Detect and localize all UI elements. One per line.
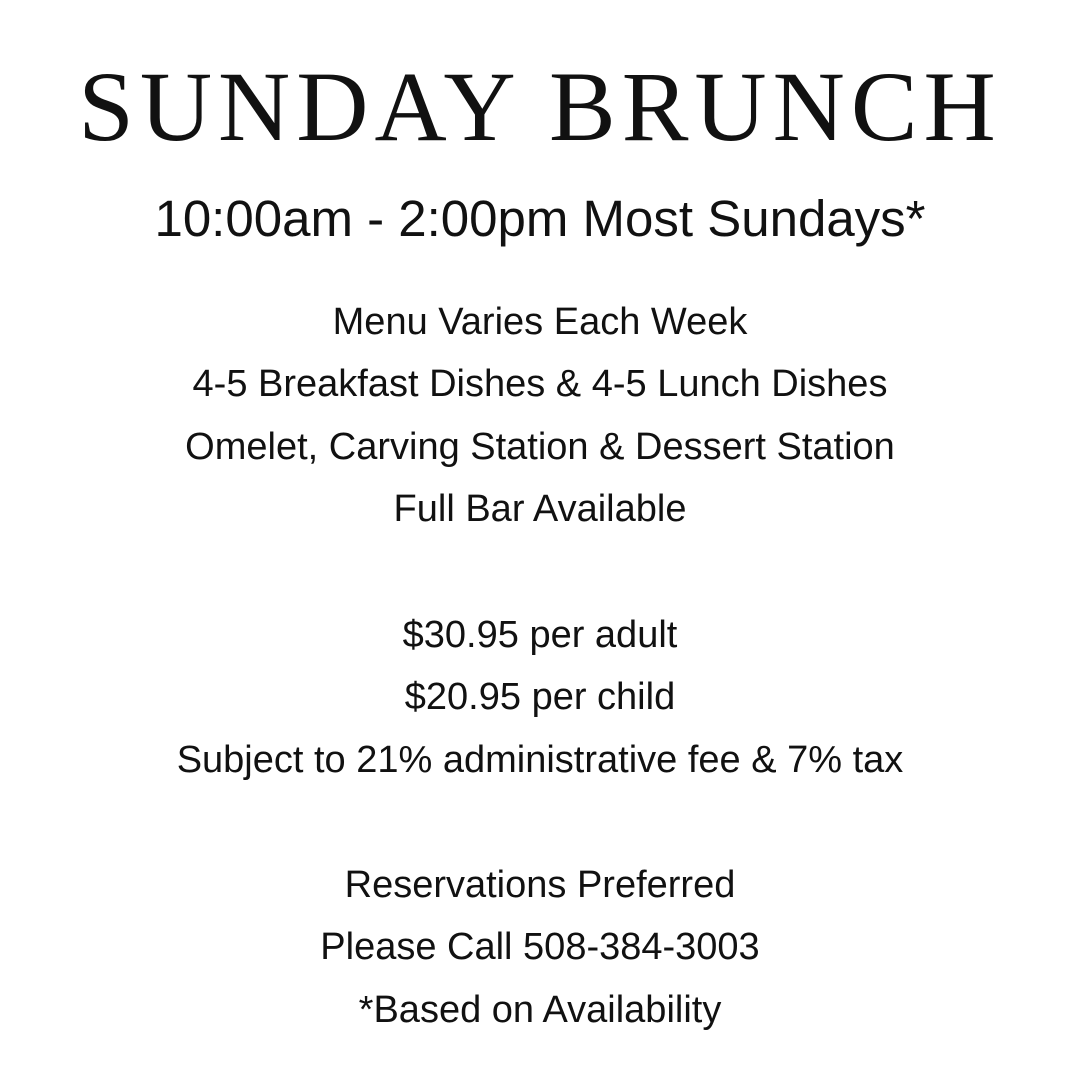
reservations-preferred-text: Reservations Preferred bbox=[344, 864, 736, 906]
dishes-text: 4-5 Breakfast Dishes & 4-5 Lunch Dishes bbox=[192, 363, 888, 405]
menu-varies-text: Menu Varies Each Week bbox=[332, 301, 748, 343]
availability-note: *Based on Availability bbox=[358, 989, 722, 1031]
page-title: SUNDAY BRUNCH bbox=[78, 51, 1002, 162]
stations-text: Omelet, Carving Station & Dessert Station bbox=[185, 426, 895, 468]
child-price: $20.95 per child bbox=[404, 676, 676, 718]
hours-text: 10:00am - 2:00pm Most Sundays* bbox=[154, 190, 926, 247]
phone-text: Please Call 508-384-3003 bbox=[320, 926, 760, 968]
adult-price: $30.95 per adult bbox=[402, 614, 678, 656]
fee-note: Subject to 21% administrative fee & 7% tax bbox=[176, 739, 904, 781]
full-bar-text: Full Bar Available bbox=[393, 488, 687, 530]
